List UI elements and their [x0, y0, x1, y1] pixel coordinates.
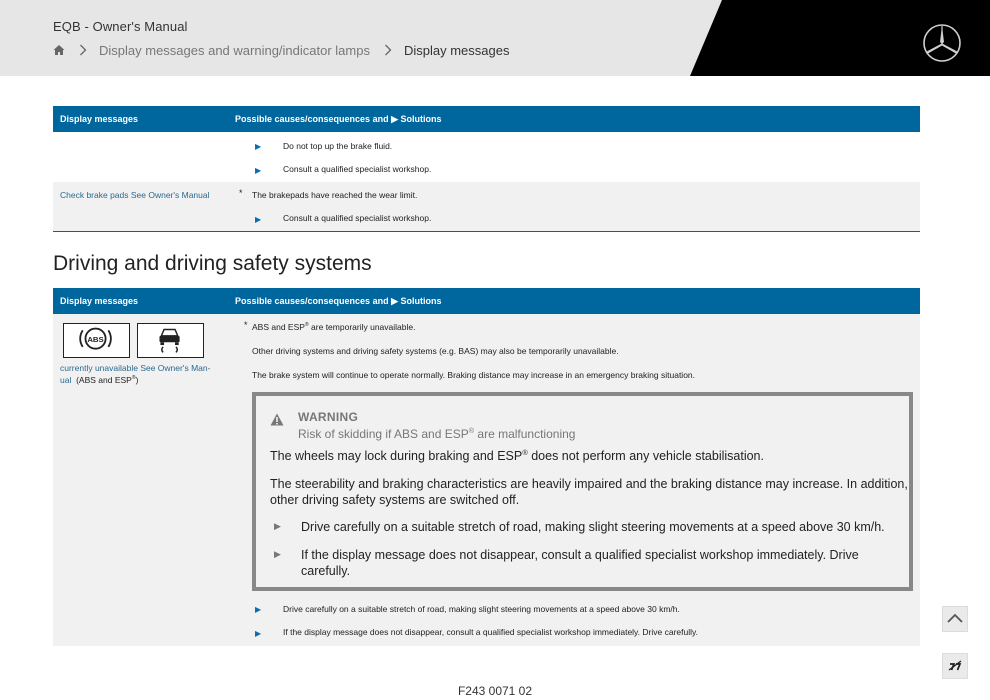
app-title: EQB - Owner's Manual	[53, 19, 188, 34]
info-text: The brake system will continue to operate normally. Braking distance may increase in an emergency braking situation.	[252, 370, 696, 380]
table-row	[53, 182, 920, 232]
warning-p1-pre: The wheels may lock during braking and ESP	[270, 449, 523, 463]
scroll-to-top-icon	[943, 607, 967, 631]
breadcrumb	[53, 42, 509, 58]
footnote-mark: *	[244, 320, 248, 330]
step-arrow-icon: ▶	[255, 142, 262, 151]
column-header-causes: Possible causes/consequences and ▶ Solutions	[235, 114, 442, 124]
step-text: Consult a qualified specialist workshop.	[283, 164, 432, 174]
registered-mark: ®	[304, 322, 309, 329]
cause-text-post: are temporarily unavailable.	[308, 322, 416, 332]
step-arrow-icon: ▶	[255, 605, 262, 614]
step-arrow-icon: ▶	[255, 215, 262, 224]
step-text: Do not top up the brake fluid.	[283, 141, 393, 151]
message-suffix: (ABS and ESP	[76, 375, 132, 385]
step-text: Drive carefully on a suitable stretch of road, making slight steering movements at a speed above 30 km/h.	[283, 604, 680, 614]
footnote-mark: *	[239, 188, 243, 198]
svg-text:ABS: ABS	[87, 334, 104, 344]
column-header-messages: Display messages	[60, 114, 139, 124]
warning-step: carefully.	[301, 564, 351, 578]
warning-paragraph: other driving safety systems are switched off.	[270, 493, 520, 507]
column-header-messages: Display messages	[60, 296, 139, 306]
brake-messages-table	[53, 106, 920, 232]
table-row	[53, 132, 920, 182]
column-header-causes: Possible causes/consequences and ▶ Solutions	[235, 296, 442, 306]
cause-text: The brakepads have reached the wear limit.	[252, 190, 418, 200]
warning-triangle-icon	[270, 413, 284, 426]
registered-mark: ®	[468, 426, 475, 435]
message-link-abs-esp[interactable]: currently unavailable See Owner's Man-	[60, 363, 211, 373]
cause-text	[252, 322, 415, 332]
table-header	[53, 106, 920, 132]
breadcrumb-item-display-messages-lamps[interactable]: Display messages and warning/indicator lamps	[99, 42, 370, 58]
scroll-to-top-button[interactable]	[942, 606, 968, 632]
registered-mark: ®	[522, 447, 528, 457]
warning-box	[252, 392, 913, 591]
warning-step: Drive carefully on a suitable stretch of road, making slight steering movements at a speed above 30 km/h.	[301, 520, 885, 534]
table-header	[53, 288, 920, 314]
info-text: Other driving systems and driving safety systems (e.g. BAS) may also be temporarily unavailable.	[252, 346, 619, 356]
section-title: Driving and driving safety systems	[53, 252, 372, 275]
warning-subtitle	[298, 427, 575, 441]
chevron-right-icon	[79, 44, 87, 56]
hide-marks-icon	[943, 654, 967, 678]
step-arrow-icon: ▶	[255, 629, 262, 638]
chevron-right-icon	[384, 44, 392, 56]
step-arrow-icon: ▶	[274, 549, 281, 559]
warning-paragraph	[270, 448, 764, 464]
mercedes-star-logo	[922, 23, 962, 63]
warning-subtitle-post: are malfunctioning	[474, 427, 576, 441]
warning-paragraph: The steerability and braking characteristics are heavily impaired and the braking distance may increase. In addition,	[270, 477, 908, 491]
skid-control-icon	[137, 323, 204, 358]
figure-code: F243 0071 02	[457, 684, 533, 698]
registered-mark: ®	[131, 375, 136, 382]
message-suffix-close: )	[135, 375, 139, 385]
step-arrow-icon: ▶	[255, 166, 262, 175]
warning-step: If the display message does not disappear, consult a qualified specialist workshop immediately. Drive	[301, 548, 859, 562]
step-text: If the display message does not disappear, consult a qualified specialist workshop immediately. Drive carefully.	[283, 627, 698, 637]
step-text: Consult a qualified specialist workshop.	[283, 213, 432, 223]
breadcrumb-item-current: Display messages	[403, 42, 510, 58]
warning-p1-post: does not perform any vehicle stabilisation.	[527, 449, 764, 463]
message-link-check-brake-pads[interactable]: Check brake pads See Owner's Manual	[60, 190, 210, 200]
message-link-abs-esp-continued[interactable]: ual	[60, 375, 72, 385]
step-arrow-icon: ▶	[274, 521, 281, 531]
home-icon[interactable]	[53, 44, 65, 56]
message-text-abs-esp	[60, 375, 138, 385]
hide-marks-button[interactable]	[942, 653, 968, 679]
warning-title: WARNING	[298, 410, 359, 424]
warning-subtitle-pre: Risk of skidding if ABS and ESP	[298, 427, 469, 441]
cause-text-pre: ABS and ESP	[252, 322, 305, 332]
abs-warning-icon	[63, 323, 130, 358]
